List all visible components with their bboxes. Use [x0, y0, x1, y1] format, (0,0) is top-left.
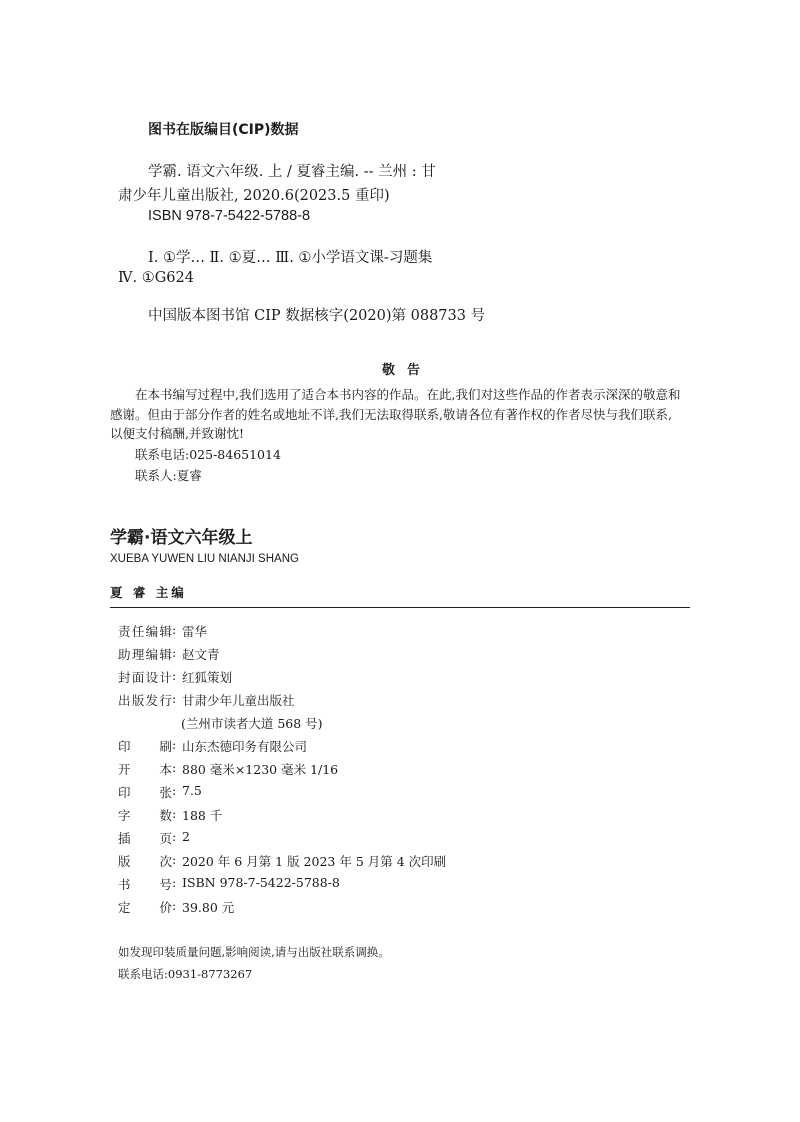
colophon-label: 印刷: [118, 739, 172, 754]
cip-line-2: 肃少年儿童出版社, 2020.6(2023.5 重印): [118, 188, 390, 204]
colophon-value: 赵文青: [182, 647, 220, 662]
colophon-sep: :: [172, 898, 177, 913]
colophon-value: 7.5: [182, 783, 202, 798]
notice-phone: 联系电话:025-84651014: [135, 447, 281, 462]
colophon-row: [118, 737, 307, 755]
colophon-sep: :: [172, 622, 177, 637]
colophon-value: (兰州市读者大道 568 号): [181, 716, 323, 731]
colophon-row: [118, 852, 446, 870]
colophon-label: 印张: [118, 785, 172, 800]
cip-classification: Ⅰ. ①学… Ⅱ. ①夏… Ⅲ. ①小学语文课-习题集: [148, 250, 433, 266]
colophon-address: [181, 714, 323, 732]
colophon-label: 字数: [118, 808, 172, 823]
colophon-value: 山东杰德印务有限公司: [182, 739, 308, 754]
colophon-label: 责任编辑: [118, 624, 172, 639]
colophon-label: 插页: [118, 831, 172, 846]
colophon-sep: :: [172, 852, 177, 867]
colophon-label: 出版发行: [118, 693, 172, 708]
colophon-value: 188 千: [182, 808, 223, 823]
colophon-sep: :: [172, 691, 177, 706]
colophon-label: 封面设计: [118, 670, 172, 685]
colophon-value: 雷华: [182, 624, 208, 639]
colophon-sep: :: [172, 875, 177, 890]
colophon-row: [118, 783, 202, 801]
colophon-row: [118, 898, 234, 916]
notice-body: 在本书编写过程中,我们选用了适合本书内容的作品。在此,我们对这些作品的作者表示深深的敬意和感谢。但由于部分作者的姓名或地址不详,我们无法取得联系,敬请各位有著作权的作者尽快与我们联系,以便支付稿酬,并致谢忱!: [110, 387, 681, 441]
cip-isbn: ISBN 978-7-5422-5788-8: [148, 208, 311, 224]
colophon-sep: :: [172, 737, 177, 752]
colophon-value: 甘肃少年儿童出版社: [182, 693, 295, 708]
colophon-row: [118, 691, 295, 709]
colophon-label: 版次: [118, 854, 172, 869]
colophon-row: [118, 645, 220, 663]
book-pinyin: XUEBA YUWEN LIU NIANJI SHANG: [110, 553, 299, 565]
colophon-sep: :: [172, 668, 177, 683]
book-title: 学霸·语文六年级上: [110, 528, 253, 548]
colophon-sep: :: [172, 760, 177, 775]
divider: [110, 607, 690, 608]
colophon-value: ISBN 978-7-5422-5788-8: [182, 875, 340, 890]
colophon-value: 2020 年 6 月第 1 版 2023 年 5 月第 4 次印刷: [182, 854, 447, 869]
colophon-row: [118, 760, 338, 778]
notice-title: 敬告: [382, 363, 433, 378]
colophon-label: 助理编辑: [118, 647, 172, 662]
colophon-sep: :: [172, 783, 177, 798]
colophon-sep: :: [172, 645, 177, 660]
cip-line-1: 学霸. 语文六年级. 上 / 夏睿主编. -- 兰州 : 甘: [148, 164, 436, 180]
colophon-label: 书号: [118, 877, 172, 892]
cip-record-number: 中国版本图书馆 CIP 数据核字(2020)第 088733 号: [148, 308, 486, 324]
notice-contact: 联系人:夏睿: [135, 468, 202, 483]
colophon-row: [118, 622, 207, 640]
colophon-sep: :: [172, 829, 177, 844]
colophon-value: 红狐策划: [182, 670, 233, 685]
colophon-row: [118, 829, 190, 847]
cip-classification-2: Ⅳ. ①G624: [118, 270, 194, 286]
colophon-label: 开本: [118, 762, 172, 777]
footer-phone: 联系电话:0931-8773267: [118, 967, 253, 981]
colophon-value: 2: [182, 829, 190, 844]
colophon-row: [118, 806, 222, 824]
colophon-sep: :: [172, 806, 177, 821]
colophon-value: 39.80 元: [182, 900, 235, 915]
colophon-value: 880 毫米×1230 毫米 1/16: [182, 762, 339, 777]
colophon-row: [118, 668, 232, 686]
cip-title: 图书在版编目(CIP)数据: [148, 122, 299, 138]
book-editor: 夏 睿 主编: [110, 585, 187, 600]
colophon-label: 定价: [118, 900, 172, 915]
footer-notice: 如发现印装质量问题,影响阅读,请与出版社联系调换。: [118, 945, 390, 959]
colophon-row: [118, 875, 340, 893]
